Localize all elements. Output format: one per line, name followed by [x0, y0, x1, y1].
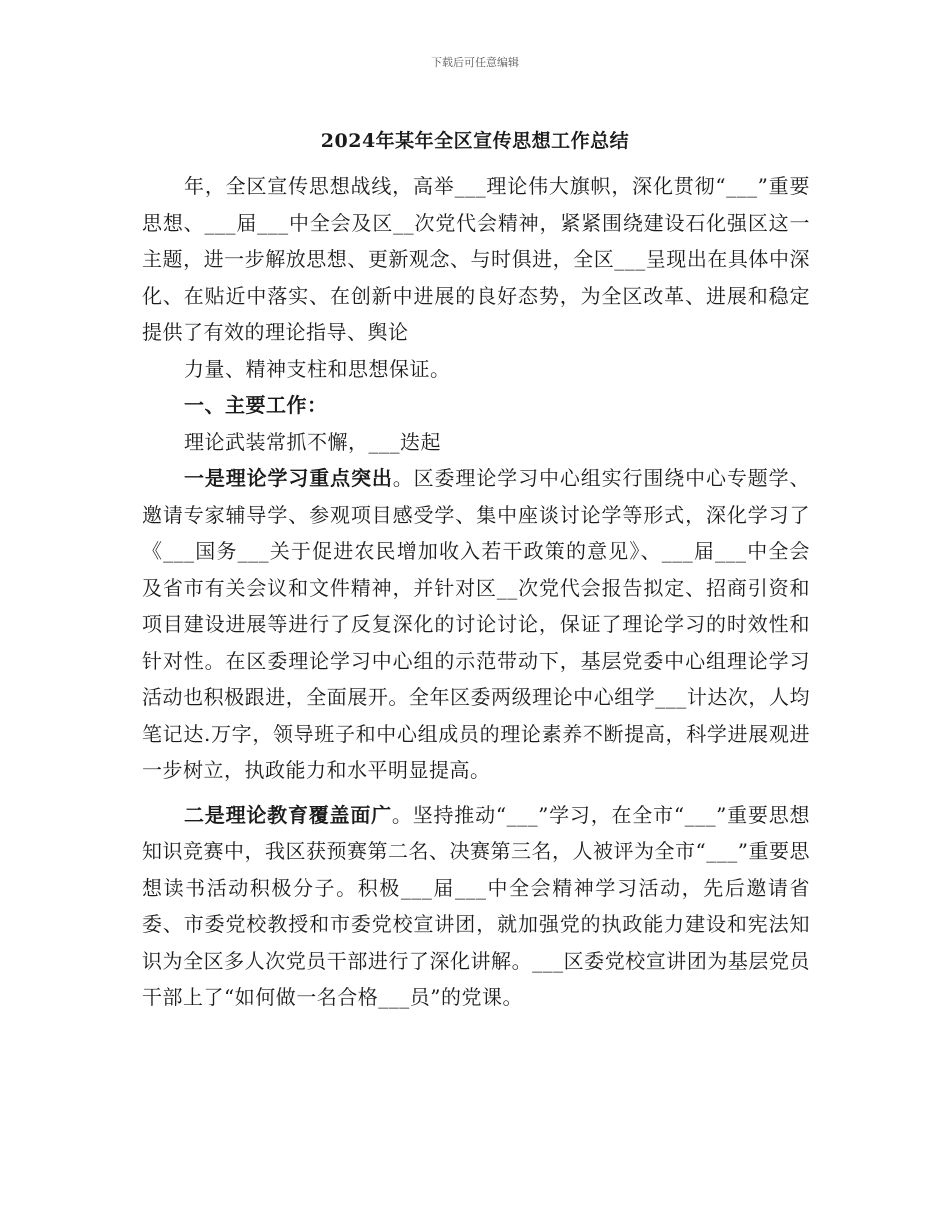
paragraph-theory-study — [142, 460, 810, 789]
intro-paragraph-continued: 力量、精神支柱和思想保证。 — [184, 356, 451, 381]
document-body — [142, 168, 810, 1016]
paragraph-lead: 一是理论学习重点突出 — [184, 466, 393, 490]
subheading: 理论武装常抓不懈，___迭起 — [184, 429, 441, 454]
header-note: 下载后可任意编辑 — [431, 56, 519, 69]
section-heading: 一、主要工作： — [184, 393, 328, 417]
paragraph-text: 。区委理论学习中心组实行围绕中心专题学、邀请专家辅导学、参观项目感受学、集中座谈讨论学等形式，深化学习了《___国务___关于促进农民增加收入若干政策的意见》、___届___中全会及省市有关会议和文件精神，并针对区__次党代会报告拟定、招商引资和项目建设进展等进行了反复深化的讨论讨论，保证了理论学习的时效性和针对性。在区委理论学习中心组的示范带动下，基层党委中心组理论学习活动也积极跟进，全面展开。全年区委两级理论中心组学___计达次，人均笔记达.万字，领导班子和中心组成员的理论素养不断提高，科学进展观进一步树立，执政能力和水平明显提高。 — [142, 466, 811, 782]
paragraph-theory-education — [142, 797, 810, 1016]
intro-paragraph: 年，全区宣传思想战线，高举___理论伟大旗帜，深化贯彻“___”重要思想、___届___中全会及区__次党代会精神，紧紧围绕建设石化强区这一主题，进一步解放思想、更新观念、与时俱进，全区___呈现出在具体中深化、在贴近中落实、在创新中进展的良好态势，为全区改革、进展和稳定提供了有效的理论指导、舆论 — [142, 174, 810, 344]
paragraph-lead: 二是理论教育覆盖面广 — [184, 802, 392, 827]
paragraph-text: 。坚持推动“___”学习，在全市“___”重要思想知识竞赛中，我区获预赛第二名、决赛第三名，人被评为全市“___”重要思想读书活动积极分子。积极___届___中全会精神学习活动，先后邀请省委、市委党校教授和市委党校宣讲团，就加强党的执政能力建设和宪法知识为全区多人次党员干部进行了深化讲解。___区委党校宣讲团为基层党员干部上了“如何做一名合格___员”的党课。 — [142, 802, 810, 1009]
document-title: 2024年某年全区宣传思想工作总结 — [320, 130, 630, 152]
